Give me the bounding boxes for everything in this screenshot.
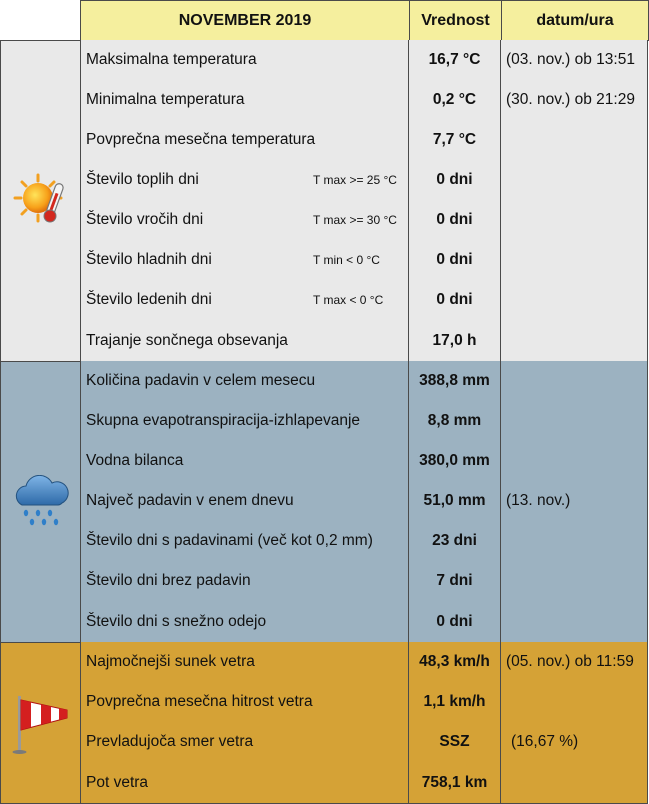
row-label: Število hladnih dni T min < 0 °C xyxy=(80,240,409,281)
row-note: T max >= 30 °C xyxy=(313,213,397,227)
row-date xyxy=(501,361,648,402)
wind-section-icon-cell xyxy=(0,642,81,804)
row-label: Število dni s padavinami (več kot 0,2 mm) xyxy=(80,521,409,562)
row-value: 0 dni xyxy=(409,200,501,241)
row-value: 0 dni xyxy=(409,601,501,643)
row-value: 0 dni xyxy=(409,240,501,281)
rain-cloud-icon xyxy=(10,475,72,529)
table-row xyxy=(80,401,648,442)
row-label: Število dni brez padavin xyxy=(80,561,409,602)
table-row xyxy=(80,280,648,321)
row-value: 48,3 km/h xyxy=(409,642,501,683)
row-value: 0 dni xyxy=(409,280,501,321)
row-value: 17,0 h xyxy=(409,320,501,362)
table-row xyxy=(80,160,648,201)
table-row xyxy=(80,722,648,763)
row-label: Povprečna mesečna hitrost vetra xyxy=(80,682,409,723)
row-date: (03. nov.) ob 13:51 xyxy=(501,40,648,81)
windsock-icon xyxy=(9,690,73,756)
row-value: SSZ xyxy=(409,722,501,763)
row-date xyxy=(501,160,648,201)
header-value-column: Vrednost xyxy=(409,0,502,41)
row-date: (13. nov.) xyxy=(501,481,648,522)
row-label: Število toplih dni T max >= 25 °C xyxy=(80,160,409,201)
table-row xyxy=(80,481,648,522)
row-value: 51,0 mm xyxy=(409,481,501,522)
row-value: 23 dni xyxy=(409,521,501,562)
table-row xyxy=(80,120,648,161)
row-date: (05. nov.) ob 11:59 xyxy=(501,642,648,683)
row-label: Število dni s snežno odejo xyxy=(80,601,409,643)
row-date xyxy=(501,200,648,241)
table-row xyxy=(80,521,648,562)
row-date: (30. nov.) ob 21:29 xyxy=(501,80,648,121)
row-value: 7 dni xyxy=(409,561,501,602)
table-row xyxy=(80,682,648,723)
row-label: Količina padavin v celem mesecu xyxy=(80,361,409,402)
row-label: Najmočnejši sunek vetra xyxy=(80,642,409,683)
table-row xyxy=(80,561,648,602)
row-date xyxy=(501,762,648,804)
row-value: 7,7 °C xyxy=(409,120,501,161)
row-label: Število ledenih dni T max < 0 °C xyxy=(80,280,409,321)
row-label: Povprečna mesečna temperatura xyxy=(80,120,409,161)
row-label: Največ padavin v enem dnevu xyxy=(80,481,409,522)
row-label: Prevladujoča smer vetra xyxy=(80,722,409,763)
table-row xyxy=(80,762,648,804)
row-label: Število vročih dni T max >= 30 °C xyxy=(80,200,409,241)
table-row xyxy=(80,80,648,121)
table-row xyxy=(80,441,648,482)
row-value: 758,1 km xyxy=(409,762,501,804)
row-value: 1,1 km/h xyxy=(409,682,501,723)
table-row xyxy=(80,642,648,683)
precipitation-section-icon-cell xyxy=(0,361,81,643)
row-date xyxy=(501,521,648,562)
row-note: T max >= 25 °C xyxy=(313,173,397,187)
row-value: 0 dni xyxy=(409,160,501,201)
row-note: T max < 0 °C xyxy=(313,293,384,307)
row-label: Vodna bilanca xyxy=(80,441,409,482)
row-date xyxy=(501,601,648,643)
row-label: Minimalna temperatura xyxy=(80,80,409,121)
temperature-section-icon-cell xyxy=(0,40,81,362)
table-row xyxy=(80,200,648,241)
row-date xyxy=(501,280,648,321)
row-date xyxy=(501,240,648,281)
table-row xyxy=(80,40,648,81)
row-date xyxy=(501,401,648,442)
row-value: 16,7 °C xyxy=(409,40,501,81)
row-date xyxy=(501,320,648,362)
row-date: (16,67 %) xyxy=(501,722,648,763)
row-note: T min < 0 °C xyxy=(313,253,380,267)
row-date xyxy=(501,441,648,482)
row-value: 8,8 mm xyxy=(409,401,501,442)
row-label: Trajanje sončnega obsevanja xyxy=(80,320,409,362)
header-title: NOVEMBER 2019 xyxy=(80,0,410,41)
row-date xyxy=(501,561,648,602)
row-label: Skupna evapotranspiracija-izhlapevanje xyxy=(80,401,409,442)
row-date xyxy=(501,682,648,723)
table-row xyxy=(80,601,648,643)
row-value: 0,2 °C xyxy=(409,80,501,121)
table-row xyxy=(80,320,648,362)
row-label: Pot vetra xyxy=(80,762,409,804)
row-date xyxy=(501,120,648,161)
table-row xyxy=(80,240,648,281)
row-value: 388,8 mm xyxy=(409,361,501,402)
header-date-column: datum/ura xyxy=(501,0,649,41)
table-row xyxy=(80,361,648,402)
sun-thermometer-icon xyxy=(11,171,71,231)
row-label: Maksimalna temperatura xyxy=(80,40,409,81)
row-value: 380,0 mm xyxy=(409,441,501,482)
